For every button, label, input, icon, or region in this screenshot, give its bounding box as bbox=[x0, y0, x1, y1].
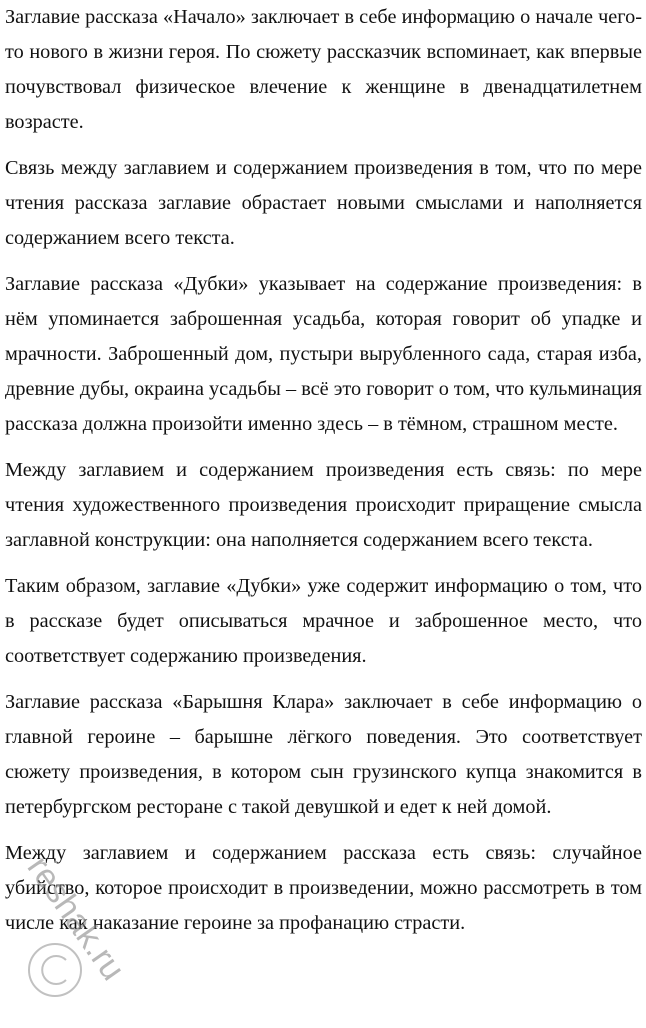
paragraph-nachalo-title: Заглавие рассказа «Начало» заключает в себе информацию о начале чего-то нового в жизни героя. По сюжету рассказчик вспоминает, как впервые почувствовал физическое влечение к женщине в двенадцатилетнем возрасте. bbox=[5, 6, 642, 133]
paragraph-klara-title: Заглавие рассказа «Барышня Клара» заключает в себе информацию о главной героине – барышне лёгкого поведения. Это соответствует сюжету произведения, в котором сын грузинского купца знакомится в петербургском ресторане с такой девушкой и едет к ней домой. bbox=[5, 691, 642, 818]
paragraph-dubki-title: Заглавие рассказа «Дубки» указывает на содержание произведения: в нём упоминается заброшенная усадьба, которая говорит об упадке и мрачности. Заброшенный дом, пустыри вырубленного сада, старая изба, древние дубы, окраина усадьбы – всё это говорит о том, что кульминация рассказа должна произойти именно здесь – в тёмном, страшном месте. bbox=[5, 273, 643, 435]
paragraph-dubki-connection: Между заглавием и содержанием произведения есть связь: по мере чтения художественного произведения происходит приращение смысла заглавной конструкции: она наполняется содержанием всего текста. bbox=[5, 459, 642, 551]
paragraph-nachalo-connection: Связь между заглавием и содержанием произведения в том, что по мере чтения рассказа заглавие обрастает новыми смыслами и наполняется содержанием всего текста. bbox=[5, 157, 642, 249]
paragraph-klara-connection: Между заглавием и содержанием рассказа есть связь: случайное убийство, которое происходит в произведении, можно рассмотреть в том числе как наказание героине за профанацию страсти. bbox=[5, 842, 642, 934]
watermark-text: reshak.ru bbox=[19, 849, 133, 988]
paragraph-dubki-conclusion: Таким образом, заглавие «Дубки» уже содержит информацию о том, что в рассказе будет описываться мрачное и заброшенное место, что соответствует содержанию произведения. bbox=[5, 575, 642, 667]
